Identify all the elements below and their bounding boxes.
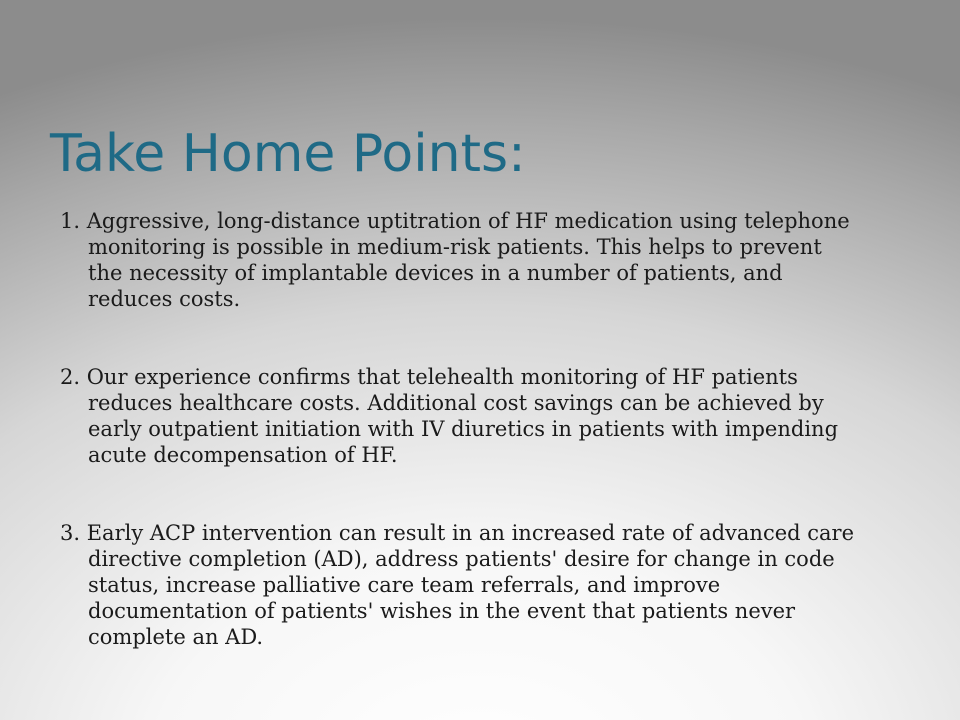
point-number: 2. <box>60 365 87 389</box>
point-text: Early ACP intervention can result in an increased rate of advanced care directive completion (AD), address patients' desire for change in code status, increase palliative care team referrals, and improve documentation of patients' wishes in the event that patients never complete an AD. <box>86 521 855 649</box>
take-home-points-list <box>60 208 860 650</box>
point-item-1 <box>60 208 860 312</box>
point-number: 3. <box>60 521 87 545</box>
point-item-2 <box>60 364 860 468</box>
slide-title: Take Home Points: <box>50 124 526 184</box>
point-text: Our experience confirms that telehealth monitoring of HF patients reduces healthcare costs. Additional cost savings can be achieved by early outpatient initiation with IV diuretics in patients with impending acute decompensation of HF. <box>86 365 839 467</box>
point-item-3 <box>60 520 860 650</box>
point-text: Aggressive, long-distance uptitration of HF medication using telephone monitoring is possible in medium-risk patients. This helps to prevent the necessity of implantable devices in a number of patients, and reduces costs. <box>86 209 850 311</box>
point-number: 1. <box>60 209 87 233</box>
